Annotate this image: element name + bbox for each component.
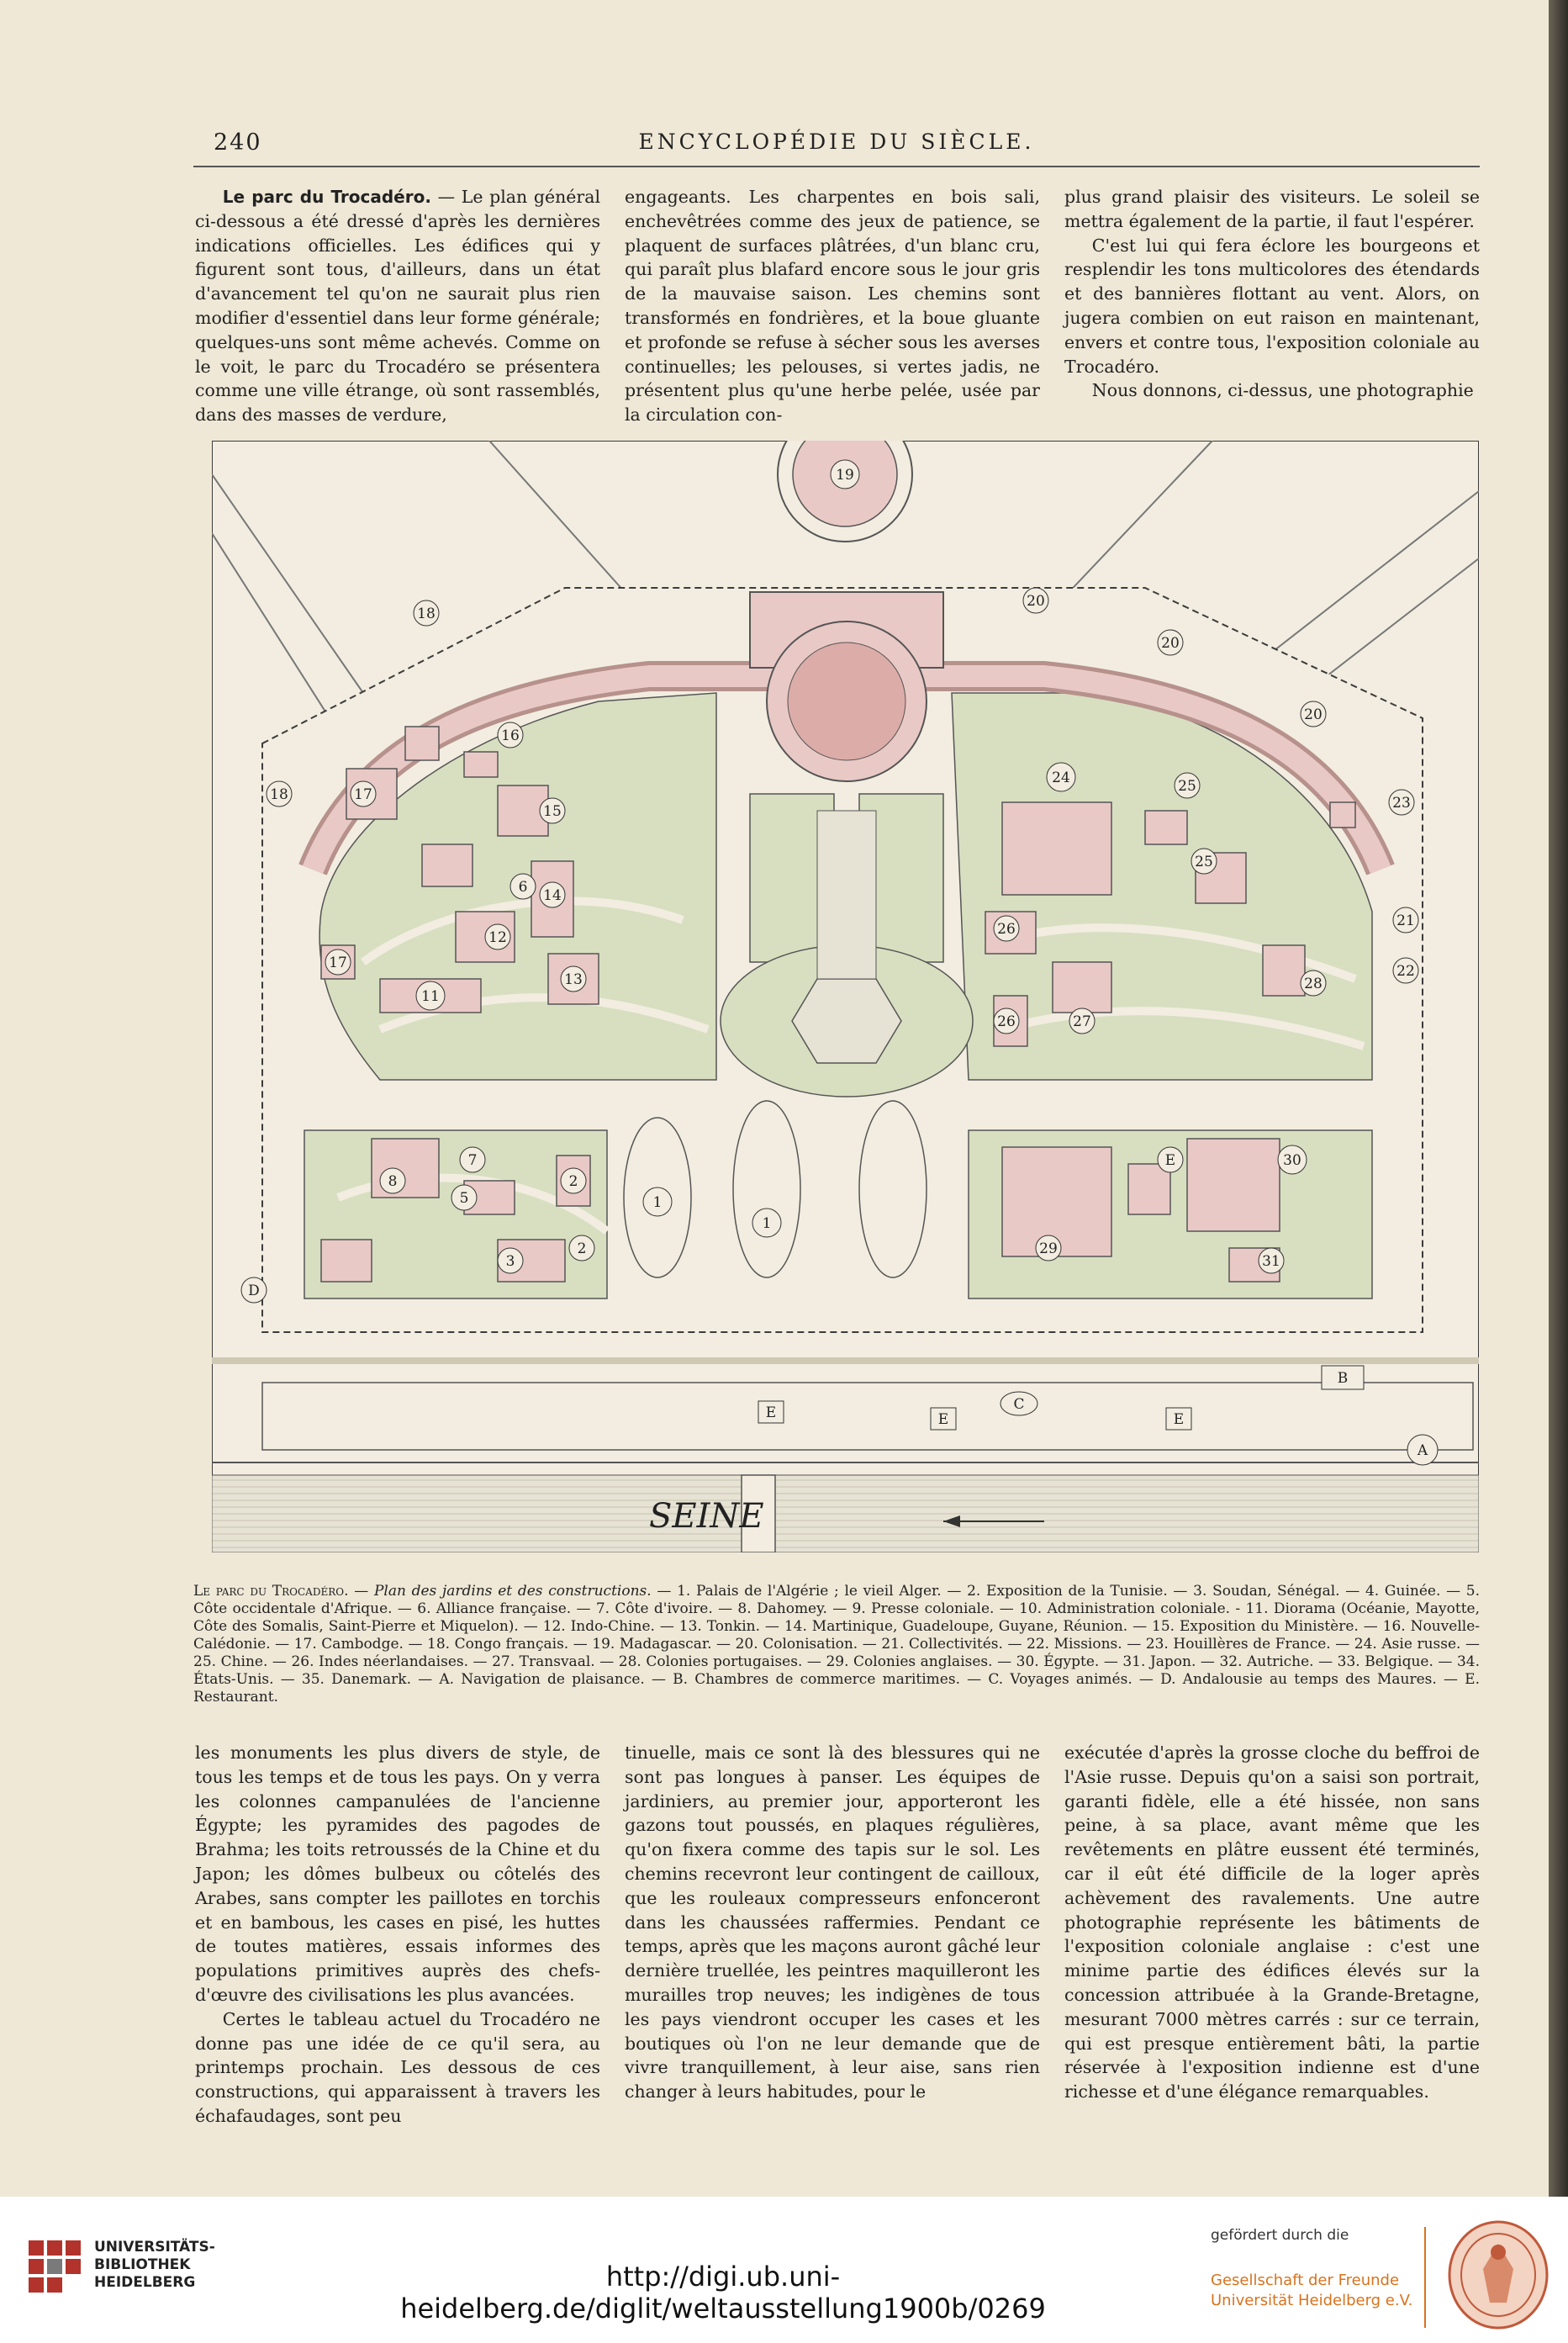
map-marker (752, 1209, 781, 1237)
map-marker (1000, 1392, 1037, 1415)
top-column-3 (1064, 185, 1480, 403)
svg-text:31: 31 (1262, 1253, 1280, 1270)
svg-text:C: C (1013, 1396, 1025, 1413)
map-marker (1158, 630, 1183, 655)
map-marker (510, 874, 536, 899)
map-marker (267, 781, 292, 807)
park-plan-map (212, 441, 1479, 1552)
svg-text:7: 7 (467, 1152, 478, 1169)
svg-text:22: 22 (1396, 963, 1415, 980)
map-marker (460, 1147, 485, 1172)
map-marker (1301, 971, 1326, 996)
svg-text:30: 30 (1283, 1152, 1301, 1169)
paragraph: Nous donnons, ci-dessus, une photographie (1091, 380, 1474, 401)
svg-text:6: 6 (518, 879, 528, 896)
map-marker (540, 798, 565, 823)
map-marker (1023, 588, 1048, 613)
map-marker (1278, 1145, 1307, 1174)
svg-text:E: E (765, 1404, 777, 1421)
sponsor-label: gefördert durch die (1211, 2227, 1349, 2244)
map-marker (1393, 958, 1418, 983)
paragraph: tinuelle, mais ce sont là des blessures qui ne sont pas longues à panser. Les équipes de jardiniers, au premier jour, apporteront les gazons tout poussés, en plaques régulières, qu'on fixera comme des tapis sur le sol. Les chemins recevront leur contingent de cailloux, que les rouleaux compresseurs enfonceront dans les chaussées raffermies. Pendant ce temps, après que les maçons auront gâché leur dernière truellée, les peintres maquilleront les murailles trop neuves; les indigènes de tous les pays viendront occuper les cases et les boutiques où l'on ne leur demande que de vivre tranquillement, à leur aise, sans rien changer à leurs habitudes, pour le (625, 1743, 1040, 2102)
map-marker (1322, 1366, 1364, 1389)
map-marker (1166, 1408, 1191, 1430)
map-marker (498, 1248, 523, 1273)
bottom-column-1 (195, 1741, 600, 2129)
paragraph (195, 185, 600, 427)
page-header (193, 130, 1480, 163)
map-marker (1259, 1248, 1284, 1273)
map-marker (1301, 701, 1326, 727)
caption-title: Le parc du Trocadéro. (193, 1583, 349, 1600)
sponsor-divider (1424, 2227, 1426, 2328)
map-marker (241, 1277, 267, 1303)
map-marker (451, 1185, 477, 1210)
svg-text:27: 27 (1073, 1013, 1091, 1030)
map-marker (380, 1168, 405, 1193)
svg-text:E: E (1164, 1152, 1176, 1169)
map-marker (1069, 1008, 1095, 1034)
paragraph: engageants. Les charpentes en bois sali, enchevêtrées comme des jeux de patience, se plaquent de surfaces plâtrées, d'un blanc cru, qui paraît plus blafard encore sous le jour gris de la mauvaise saison. Les chemins sont transformés en fondrières, et la boue gluante et profonde se refuse à sécher sous les averses continuelles; les pelouses, si vertes jadis, ne présentent plus qu'une herbe pelée, usée par la circulation con- (625, 187, 1040, 426)
map-marker (1175, 773, 1200, 798)
map-marker (561, 966, 586, 992)
svg-text:25: 25 (1178, 778, 1196, 795)
svg-text:24: 24 (1052, 770, 1070, 786)
top-column-1 (195, 185, 600, 427)
paragraph: les monuments les plus divers de style, de tous les temps et de tous les pays. On y verra les colonnes campanulées de l'ancienne Égypte; les pyramides des pagodes de Brahma; les toits retroussés de la Chine et du Japon; les dômes bulbeux ou côtelés des Arabes, sans compter les paillotes en torchis et en bambous, les cases en pisé, les huttes de toutes matières, essais informes des populations primitives auprès des chefs-d'œuvre des civilisations les plus avancées. (195, 1743, 600, 2005)
map-marker (351, 781, 376, 807)
bottom-column-3 (1064, 1741, 1480, 2104)
map-marker (569, 1235, 594, 1261)
svg-text:5: 5 (459, 1190, 469, 1207)
map-marker (1393, 907, 1418, 933)
paragraph: Certes le tableau actuel du Trocadéro ne donne pas une idée de ce qu'il sera, au printemps prochain. Les dessous de ces constructions, qui apparaissent à travers les échafaudages, sont peu (195, 2008, 600, 2126)
library-logo-icon (25, 2237, 84, 2296)
map-marker (561, 1168, 586, 1193)
map-marker (994, 916, 1019, 941)
map-marker (416, 981, 445, 1010)
svg-text:E: E (1173, 1411, 1185, 1428)
map-marker (994, 1008, 1019, 1034)
svg-text:D: D (248, 1283, 260, 1299)
map-marker (1191, 849, 1217, 874)
library-name: UNIVERSITÄTS- BIBLIOTHEK HEIDELBERG (94, 2239, 215, 2291)
map-marker (643, 1187, 672, 1216)
sponsor-name: Gesellschaft der Freunde Universität Heidelberg e.V. (1211, 2272, 1413, 2309)
map-marker (485, 924, 510, 949)
permalink-url[interactable]: http://digi.ub.uni-heidelberg.de/diglit/weltausstellung1900b/0269 (400, 2261, 1046, 2324)
svg-text:26: 26 (997, 1013, 1016, 1030)
svg-text:3: 3 (505, 1253, 515, 1270)
svg-text:13: 13 (564, 971, 583, 988)
svg-text:21: 21 (1396, 912, 1415, 929)
svg-text:1: 1 (652, 1194, 663, 1211)
page-number: 240 (214, 130, 262, 156)
map-marker (414, 600, 439, 626)
map-marker (758, 1401, 784, 1423)
svg-text:8: 8 (388, 1173, 398, 1190)
svg-text:20: 20 (1304, 706, 1323, 723)
svg-text:20: 20 (1027, 593, 1045, 610)
svg-text:18: 18 (417, 606, 436, 622)
svg-text:2: 2 (568, 1173, 578, 1190)
svg-text:E: E (937, 1411, 949, 1428)
caption-subtitle: Plan des jardins et des constructions. (373, 1583, 652, 1600)
section-lead: Le parc du Trocadéro. (222, 187, 431, 207)
book-spine (1549, 0, 1568, 2197)
paragraph-text: — Le plan général ci-dessous a été dressé d'après les dernières indications officielles. Les édifices qui y figurent sont tous, d'ailleurs, dans un état d'avancement tel qu'on ne saurait plus rien modifier d'essentiel dans leur forme générale; quelques-uns sont même achevés. Comme on le voit, le parc du Trocadéro se présentera comme une ville étrange, où sont rassemblés, dans des masses de verdure, (195, 187, 601, 426)
header-rule (193, 166, 1480, 167)
map-caption: Le parc du Trocadéro. — Plan des jardins et des constructions. — 1. Palais de l'Algérie ; le vieil Alger. — 2. Exposition de la Tunisie. — 3. Soudan, Sénégal. — 4. Guinée. — 5. Côte occidentale d'Afrique. — 6. Alliance française. — 7. Côte d'ivoire. — 8. Dahomey. — 9. Presse coloniale. — 10. Administration coloniale. - 11. Diorama (Océanie, Mayotte, Côte des Somalis, Saint-Pierre et Miquelon). — 12. Indo-Chine. — 13. Tonkin. — 14. Martinique, Guadeloupe, Guyane, Réunion. — 15. Exposition du Ministère. — 16. Nouvelle-Calédonie. — 17. Cambodge. — 18. Congo français. — 19. Madagascar. — 20. Colonisation. — 21. Collectivités. — 22. Missions. — 23. Houillères de France. — 24. Asie russe. — 25. Chine. — 26. Indes néerlandaises. — 27. Transvaal. — 28. Colonies portugaises. — 29. Colonies anglaises. — 30. Égypte. — 31. Japon. — 32. Autriche. — 33. Belgique. — 34. États-Unis. — 35. Danemark. — A. Navigation de plaisance. — B. Chambres de commerce maritimes. — C. Voyages animés. — D. Andalousie au temps des Maures. — E. Restaurant. (193, 1583, 1480, 1706)
svg-text:1: 1 (762, 1215, 772, 1232)
map-marker (1047, 763, 1075, 791)
map-marker (540, 882, 565, 907)
svg-text:2: 2 (577, 1240, 587, 1257)
map-marker (1158, 1147, 1183, 1172)
map-marker (1389, 790, 1414, 815)
map-marker (1036, 1235, 1061, 1261)
svg-text:28: 28 (1304, 976, 1323, 992)
top-column-2 (625, 185, 1040, 427)
paragraph: exécutée d'après la grosse cloche du beffroi de l'Asie russe. Depuis qu'on a saisi son portrait, garanti fidèle, elle a été hissée, non sans peine, à sa place, avant même que les revêtements en plâtre eussent été terminés, car il eût été difficile de la loger après achèvement des ravalements. Une autre photographie représente les bâtiments de l'exposition coloniale anglaise : c'est une minime partie des édifices élevés sur la concession attribuée à la Grande-Bretagne, mesurant 7000 mètres carrés : sur ce terrain, qui est presque entièrement bâti, la partie réservée à l'exposition indienne est d'une richesse et d'une élégance remarquables. (1064, 1743, 1480, 2102)
svg-text:19: 19 (836, 467, 854, 484)
running-title: ENCYCLOPÉDIE DU SIÈCLE. (638, 130, 1035, 154)
bottom-column-2 (625, 1741, 1040, 2104)
map-marker (325, 949, 351, 975)
svg-text:B: B (1337, 1370, 1349, 1387)
map-marker (931, 1408, 956, 1430)
svg-text:25: 25 (1195, 854, 1213, 870)
paragraph: plus grand plaisir des visiteurs. Le soleil se mettra également de la partie, il faut l'espérer. (1064, 187, 1480, 231)
svg-text:23: 23 (1392, 795, 1411, 812)
svg-text:14: 14 (543, 887, 562, 904)
map-marker (1407, 1435, 1438, 1465)
svg-text:11: 11 (421, 988, 440, 1005)
caption-legend: — 1. Palais de l'Algérie ; le vieil Alger. — 2. Exposition de la Tunisie. — 3. Soudan, Sénégal. — 4. Guinée. — 5. Côte occidentale d'Afrique. — 6. Alliance française. — 7. Côte d'ivoire. — 8. Dahomey. — 9. Presse coloniale. — 10. Administration coloniale. - 11. Diorama (Océanie, Mayotte, Côte des Somalis, Saint-Pierre et Miquelon). — 12. Indo-Chine. — 13. Tonkin. — 14. Martinique, Guadeloupe, Guyane, Réunion. — 15. Exposition du Ministère. — 16. Nouvelle-Calédonie. — 17. Cambodge. — 18. Congo français. — 19. Madagascar. — 20. Colonisation. — 21. Collectivités. — 22. Missions. — 23. Houillères de France. — 24. Asie russe. — 25. Chine. — 26. Indes néerlandaises. — 27. Transvaal. — 28. Colonies portugaises. — 29. Colonies anglaises. — 30. Égypte. — 31. Japon. — 32. Autriche. — 33. Belgique. — 34. États-Unis. — 35. Danemark. — A. Navigation de plaisance. — B. Chambres de commerce maritimes. — C. Voyages animés. — D. Andalousie au temps des Maures. — E. Restaurant. (193, 1583, 1480, 1706)
svg-text:A: A (1417, 1442, 1428, 1459)
svg-text:20: 20 (1161, 635, 1180, 652)
svg-text:17: 17 (354, 786, 372, 803)
map-marker (831, 460, 859, 489)
river-label: SEINE (649, 1497, 764, 1536)
svg-text:26: 26 (997, 921, 1016, 938)
svg-text:17: 17 (329, 955, 347, 971)
svg-text:15: 15 (543, 803, 562, 820)
svg-text:29: 29 (1039, 1240, 1058, 1257)
svg-text:16: 16 (501, 727, 520, 744)
svg-text:12: 12 (488, 929, 507, 946)
paragraph: C'est lui qui fera éclore les bourgeons et resplendir les tons multicolores des étendards et des bannières flottant au vent. Alors, on jugera combien on eut raison en maintenant, envers et contre tous, l'exposition coloniale au Trocadéro. (1064, 235, 1480, 377)
map-marker (498, 722, 523, 748)
university-seal-icon (1446, 2219, 1550, 2331)
svg-text:18: 18 (270, 786, 288, 803)
digitization-footer (0, 2197, 1568, 2343)
